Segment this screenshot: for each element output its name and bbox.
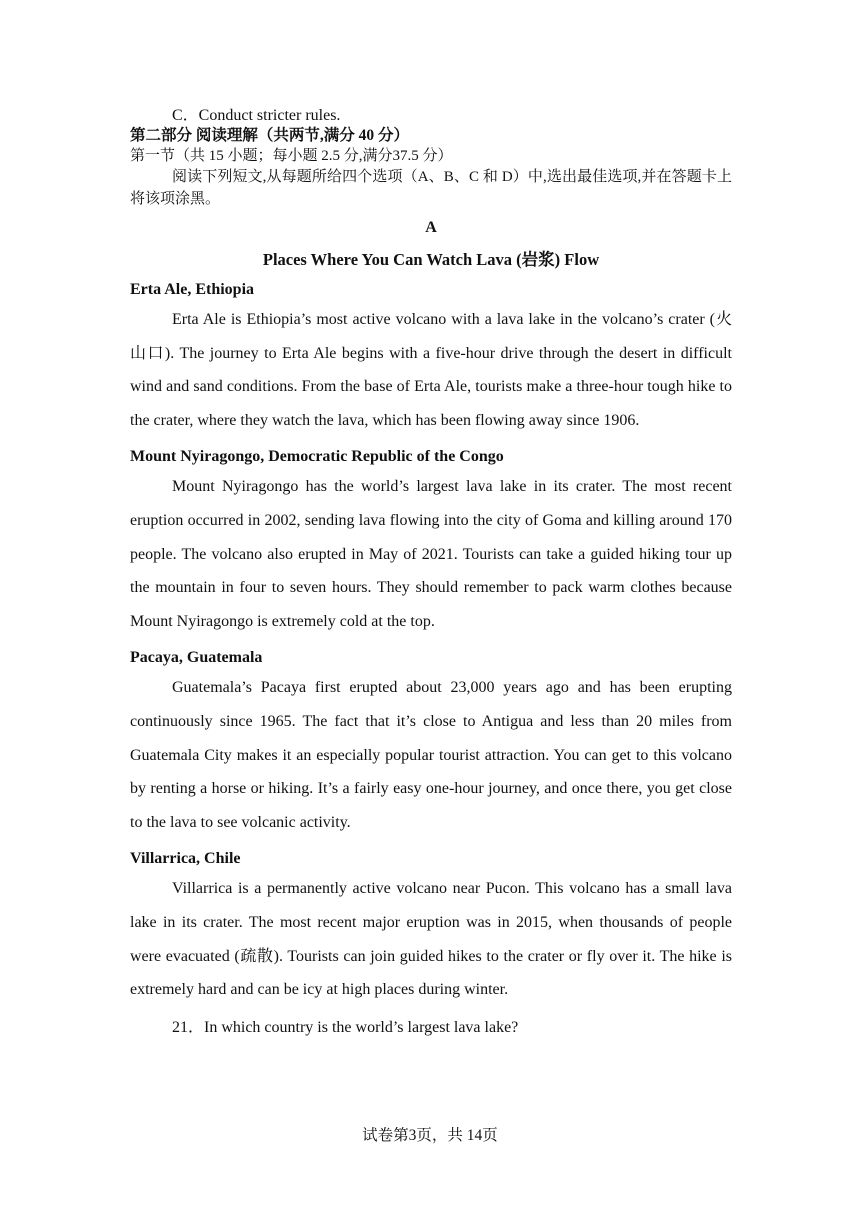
place-paragraph: Guatemala’s Pacaya first erupted about 23,000 years ago and has been erupting continuously since 1965. The fact that it’s close to Antigua and less than 20 miles from Guatemala City makes it an especially popular tourist attraction. You can get to this volcano by renting a horse or hiking. It’s a fairly easy one-hour journey, and once there, you get close to the lava to see volcanic activity. [130,679,732,831]
place-paragraph: Erta Ale is Ethiopia’s most active volcano with a lava lake in the volcano’s crater (火山口). The journey to Erta Ale begins with a five-hour drive through the desert in difficult wind and sand conditions. From the base of Erta Ale, tourists make a three-hour tough hike to the crater, where they watch the lava, which has been flowing away since 1906. [130,311,732,429]
place-heading: Pacaya, Guatemala [130,649,263,667]
place-heading: Villarrica, Chile [130,850,241,868]
place-heading: Erta Ale, Ethiopia [130,281,255,298]
section-one-heading: 第一节（共 15 小题；每小题 2.5 分,满分37.5 分） [130,148,453,164]
place-paragraph: Mount Nyiragongo has the world’s largest lava lake in its crater. The most recent eruption occurred in 2002, sending lava flowing into the city of Goma and killing around 170 people. The volcano also erupted in May of 2021. Tourists can take a guided hiking tour up the mountain in four to seven hours. They should remember to pack warm clothes because Mount Nyiragongo is extremely cold at the top. [130,478,732,630]
place-section-pacaya [130,647,732,839]
passage-letter: A [425,219,437,236]
passage-title: Places Where You Can Watch Lava (岩浆) Flow [262,250,600,269]
exam-page-content [130,106,732,1039]
option-c: C．Conduct stricter rules. [172,107,341,124]
place-section-villarrica [130,848,732,1006]
place-paragraph: Villarrica is a permanently active volcano near Pucon. This volcano has a small lava lake in its crater. The most recent major eruption was in 2015, when thousands of people were evacuated (疏散). Tourists can join guided hikes to the crater or fly over it. The hike is extremely hard and can be icy at high places during winter. [130,880,732,999]
part-two-heading: 第二部分 阅读理解（共两节,满分 40 分） [130,127,410,144]
instructions: 阅读下列短文,从每题所给四个选项（A、B、C 和 D）中,选出最佳选项,并在答题卡上将该项涂黑。 [130,169,732,207]
place-section-erta-ale [130,279,732,437]
place-heading: Mount Nyiragongo, Democratic Republic of the Congo [130,448,504,466]
page-footer: 试卷第3页，共 14页 [362,1127,498,1144]
question-21: 21．In which country is the world’s largest lava lake? [172,1018,519,1036]
place-section-nyiragongo [130,446,732,638]
